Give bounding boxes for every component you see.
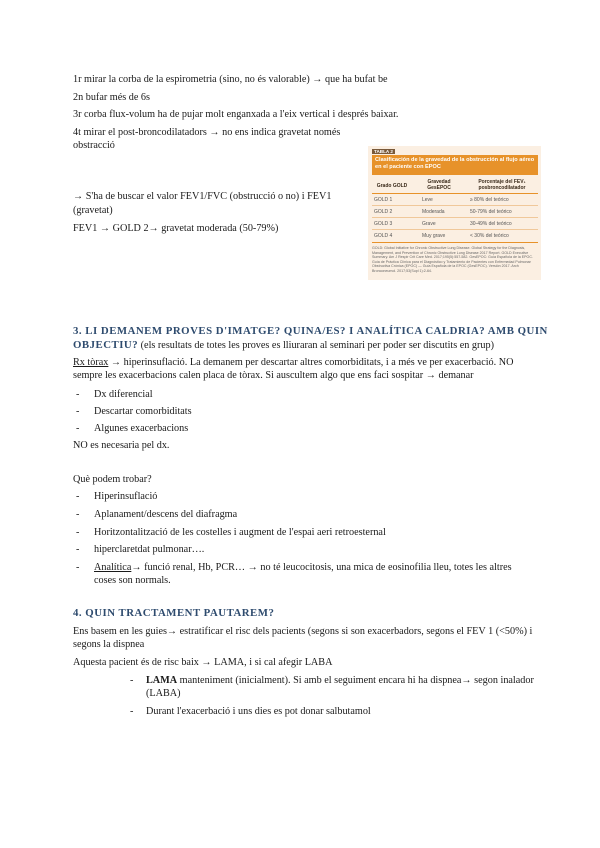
salbutamol-bullet: Durant l'exacerbació i uns dies es pot donar salbutamol: [146, 706, 371, 717]
gold-classification-table: [368, 146, 541, 280]
table-divider: [372, 217, 538, 218]
rx-paragraph: [73, 356, 533, 382]
table-cell: GOLD 3: [374, 221, 393, 227]
analitica-text: → funció renal, Hb, PCR… → no té leucocitosis, una mica de eosinofilia lleu, totes les altres coses son normals.: [94, 562, 512, 586]
table-cell: Leve: [422, 197, 433, 203]
intro-line-3: 3r corba flux-volum ha de pujar molt enganxada a l'eix vertical i després baixar.: [73, 109, 399, 120]
table-cell: GOLD 1: [374, 197, 393, 203]
section-3-heading-b: OBJECTIU?: [73, 339, 139, 351]
rx-label: Rx tòrax: [73, 357, 109, 368]
table-caption: Clasificación de la gravedad de la obstrucción al flujo aéreo en el paciente con EPOC: [372, 155, 538, 175]
section-4-line-1: Ens basem en les guies→ estratificar el risc dels pacients (segons si son exacerbadors, segons el FEV 1 (<50%) i segons la dispnea: [73, 626, 533, 650]
table-cell: GOLD 2: [374, 209, 393, 215]
table-tag: TABLA 2: [374, 149, 393, 154]
lama-bold: LAMA: [146, 675, 178, 686]
dash-icon: -: [130, 675, 134, 686]
dash-icon: -: [76, 527, 80, 538]
analitica-label: Analítica: [94, 562, 132, 573]
table-cell: GOLD 4: [374, 233, 393, 239]
list-item: Descartar comorbiditats: [94, 406, 192, 417]
intro-line-6: FEV1 → GOLD 2→ gravetat moderada (50-79%): [73, 223, 279, 234]
table-cell: Moderada: [422, 209, 445, 215]
dash-icon: -: [76, 406, 80, 417]
table-cell: Muy grave: [422, 233, 446, 239]
intro-line-4b: obstracció: [73, 140, 115, 151]
dash-icon: -: [76, 423, 80, 434]
table-footnote: GOLD: Global Initiative for Chronic Obstructive Lung Disease. Global Strategy for the Diagnosis, Management, and Prevention of Chronic Obstructive Lung Disease 2017 Report. GOLD Executive Summary. Am J Respir Crit Care Med. 2017;195(5):557-582. GesEPOC: Guía Española de la EPOC. Guía de Práctica Clínica para el Diagnóstico y Tratamiento de Pacientes con Enfermedad Pulmonar Obstructiva Crónica (EPOC) — Guía Española de la EPOC (GesEPOC). Versión 2017. Arch Bronconeumol. 2017;53(Supl 1):2-64.: [372, 246, 533, 273]
rx-text: → hiperinsuflació. La demanem per descartar altres comorbiditats, i a més ve per exacerbació. NO sempre les exacerbacions calen placa de tòrax. Si auscultem algo que ens faci sospitar → demanar: [73, 357, 514, 381]
section-3-heading: 3. LI DEMANEM PROVES D'IMATGE? QUINA/ES? I ANALÍTICA CALDRIA? AMB QUIN: [73, 325, 548, 337]
intro-line-4: 4t mirar el post-broncodilatadors → no ens indica gravetat només: [73, 127, 341, 138]
intro-line-5: → S'ha de buscar el valor FEV1/FVC (obstrucció o no) i FEV1: [73, 191, 332, 202]
table-divider: [372, 193, 538, 194]
list-item: hiperclaretdat pulmonar….: [94, 544, 205, 555]
list-item: Algunes exacerbacions: [94, 423, 189, 434]
section-3-heading-line-2: [73, 339, 494, 352]
table-cell: ≥ 80% del teórico: [470, 197, 509, 203]
list-item: Hiperinsuflació: [94, 491, 158, 502]
section-3-note: (els resultats de totes les proves es lliuraran al seminari per poder ser discutits en grup): [138, 340, 495, 351]
no-needed-text: NO es necesaria pel dx.: [73, 440, 170, 451]
question-text: Què podem trobar?: [73, 474, 152, 485]
lama-text: manteniment (inicialment). Si amb el seguiment encara hi ha dispnea→ segon inalador (LABA): [146, 675, 534, 699]
section-4-heading: 4. QUIN TRACTAMENT PAUTAREM?: [73, 607, 275, 619]
intro-line-2: 2n bufar més de 6s: [73, 92, 150, 103]
table-divider: [372, 205, 538, 206]
section-4-line-2: Aquesta pacient és de risc baix → LAMA, i si cal afegir LABA: [73, 657, 333, 668]
analitica-item: [94, 561, 534, 587]
table-cell: < 30% del teórico: [470, 233, 509, 239]
list-item: Horitzontalització de les costelles i augment de l'espai aeri retroesternal: [94, 527, 386, 538]
dash-icon: -: [76, 509, 80, 520]
table-divider: [372, 229, 538, 230]
table-header: Gravedad GesEPOC: [427, 179, 451, 191]
table-cell: 30-49% del teórico: [470, 221, 512, 227]
dash-icon: -: [130, 706, 134, 717]
dash-icon: -: [76, 491, 80, 502]
lama-bullet: [146, 674, 534, 700]
dash-icon: -: [76, 389, 80, 400]
table-cell: 50-79% del teórico: [470, 209, 512, 215]
dash-icon: -: [76, 562, 80, 573]
intro-line-1: 1r mirar la corba de la espirometria (sino, no és valorable) → que ha bufat be: [73, 74, 388, 85]
list-item: Dx diferencial: [94, 389, 153, 400]
table-divider: [372, 242, 538, 243]
table-cell: Grave: [422, 221, 436, 227]
table-header: Grado GOLD: [376, 183, 408, 189]
intro-line-5b: (gravetat): [73, 205, 113, 216]
list-item: Aplanament/descens del diafragma: [94, 509, 238, 520]
table-header: Porcentaje del FEV₁ posbroncodilatador: [478, 179, 526, 191]
dash-icon: -: [76, 544, 80, 555]
